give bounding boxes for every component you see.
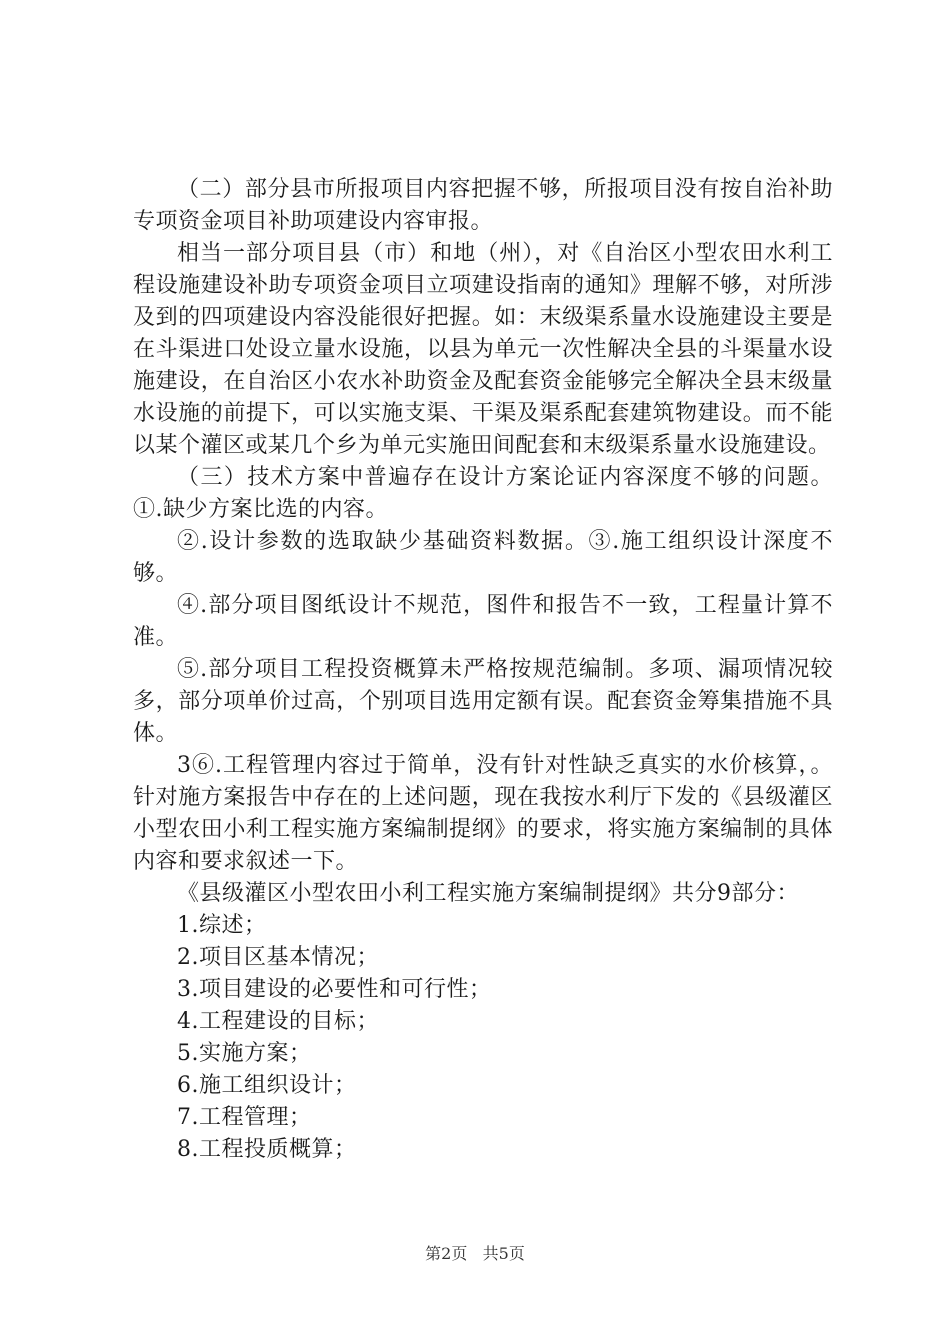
- list-item: 1.综述；: [177, 913, 267, 938]
- footer-separator: [472, 1244, 477, 1263]
- paragraph-point-2-3: ②.设计参数的选取缺少基础资料数据。③.施工组织设计深度不够。: [133, 529, 833, 586]
- page-footer: [0, 1244, 950, 1264]
- paragraph-issue-2: （二）部分县市所报项目内容把握不够，所报项目没有按自治补助专项资金项目补助项建设内容审报。: [133, 177, 833, 234]
- document-body: [133, 174, 833, 1166]
- list-item: 3.项目建设的必要性和可行性；: [177, 977, 492, 1002]
- outline-list: [133, 910, 833, 1166]
- paragraph-issue-3: （三）技术方案中普遍存在设计方案论证内容深度不够的问题。①.缺少方案比选的内容。: [133, 465, 833, 522]
- paragraph-point-6: 3⑥.工程管理内容过于简单，没有针对性缺乏真实的水价核算，。针对施方案报告中存在的上述问题，现在我按水利厅下发的《县级灌区小型农田小利工程实施方案编制提纲》的要求，将实施方案编制的具体内容和要求叙述一下。: [133, 753, 833, 874]
- list-item: 7.工程管理；: [177, 1105, 312, 1130]
- page-number: 第2页: [425, 1244, 468, 1263]
- paragraph-point-5: ⑤.部分项目工程投资概算未严格按规范编制。多项、漏项情况较多，部分项单价过高，个别项目选用定额有误。配套资金筹集措施不具体。: [133, 657, 833, 746]
- list-item: 6.施工组织设计；: [177, 1073, 357, 1098]
- page-total: 共5页: [482, 1244, 525, 1263]
- list-item: 5.实施方案；: [177, 1041, 312, 1066]
- paragraph-outline-intro: 《县级灌区小型农田小利工程实施方案编制提纲》共分9部分：: [177, 881, 799, 906]
- list-item: 4.工程建设的目标；: [177, 1009, 379, 1034]
- list-item: 2.项目区基本情况；: [177, 945, 379, 970]
- paragraph-point-4: ④.部分项目图纸设计不规范，图件和报告不一致，工程量计算不准。: [133, 593, 833, 650]
- list-item: 8.工程投质概算；: [177, 1137, 357, 1162]
- paragraph-guideline-understanding: 相当一部分项目县（市）和地（州），对《自治区小型农田水利工程设施建设补助专项资金项目立项建设指南的通知》理解不够，对所涉及到的四项建设内容没能很好把握。如：末级渠系量水设施建设主要是在斗渠进口处设立量水设施，以县为单元一次性解决全县的斗渠量水设施建设，在自治区小农水补助资金及配套资金能够完全解决全县末级量水设施的前提下，可以实施支渠、干渠及渠系配套建筑物建设。而不能以某个灌区或某几个乡为单元实施田间配套和末级渠系量水设施建设。: [133, 241, 833, 458]
